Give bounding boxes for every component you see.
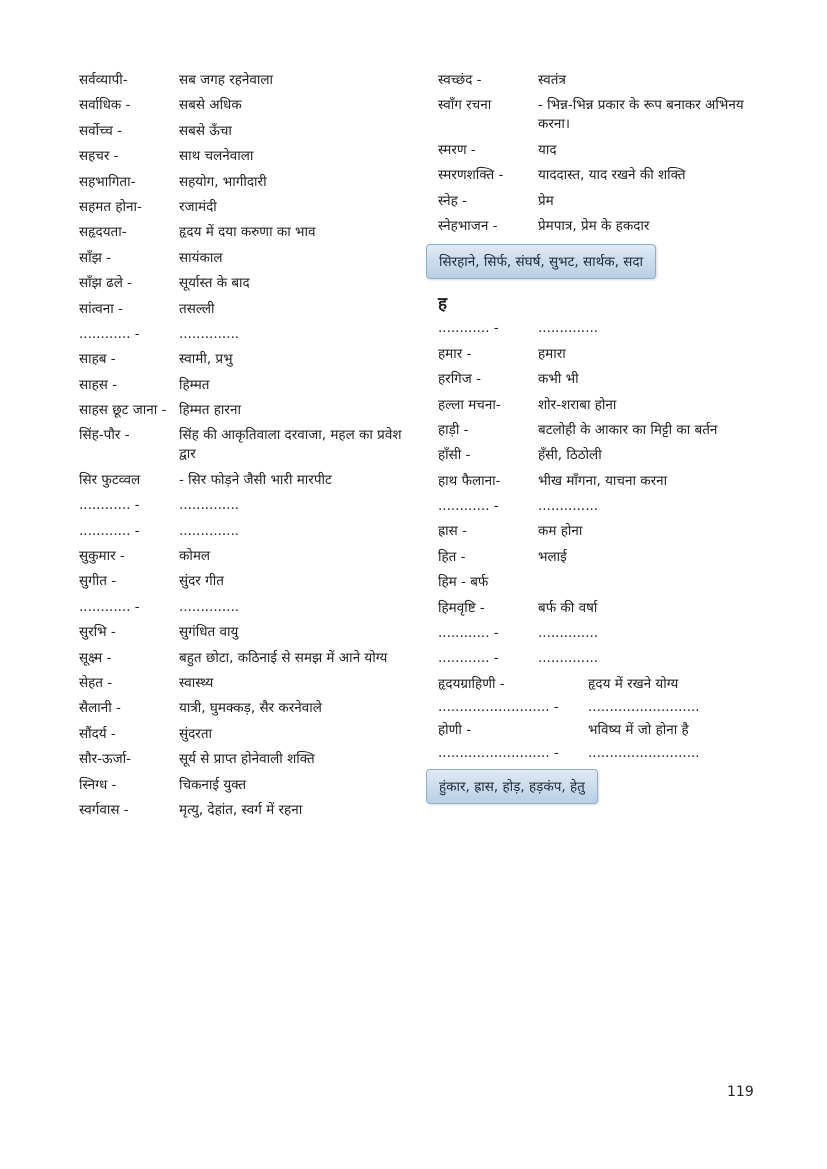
entry-term: सूक्ष्म - — [79, 649, 112, 666]
entry-meaning: भलाई — [538, 548, 567, 565]
words-box-ha: हुंकार, ह्रास, होड़, हड़कंप, हेतु — [426, 769, 598, 804]
entry-meaning: सबसे ऊँचा — [179, 122, 232, 139]
entry-meaning: रजामंदी — [179, 198, 217, 215]
glossary-entry — [79, 572, 409, 591]
glossary-entry — [79, 471, 409, 490]
entry-meaning: .............. — [538, 625, 599, 642]
entry-meaning: शोर-शराबा होना — [538, 396, 617, 413]
entry-term: हिम - बर्फ — [438, 574, 489, 591]
left-glossary-list — [79, 71, 409, 820]
glossary-entry — [79, 598, 409, 617]
entry-meaning: बटलोही के आकार का मिट्टी का बर्तन — [538, 421, 718, 438]
entry-term: ............ - — [79, 497, 140, 514]
entry-meaning: स्वतंत्र — [538, 72, 566, 88]
entry-term: सैलानी - — [79, 700, 121, 717]
entry-term: सहभागिता- — [79, 173, 136, 190]
entry-meaning: सब जगह रहनेवाला — [179, 72, 274, 88]
glossary-entry — [79, 547, 409, 566]
entry-meaning: .............. — [179, 325, 240, 342]
right-top-glossary-list — [438, 71, 748, 236]
entry-meaning: सबसे अधिक — [179, 97, 242, 114]
entry-term: स्वर्गवास - — [79, 801, 129, 818]
entry-term: सौंदर्य - — [79, 725, 116, 742]
entry-meaning: साथ चलनेवाला — [179, 148, 254, 165]
entry-term: ............ - — [79, 325, 140, 342]
entry-meaning: तसल्ली — [179, 300, 215, 317]
entry-meaning: भविष्य में जो होना है — [588, 721, 689, 738]
entry-meaning: याददास्त, याद रखने की शक्ति — [538, 167, 686, 184]
entry-term: सहमत होना- — [79, 198, 142, 215]
entry-term: हृदयग्राहिणी - — [438, 675, 505, 692]
entry-meaning: सूर्य से प्राप्त होनेवाली शक्ति — [179, 751, 315, 768]
entry-term: सिंह-पौर - — [79, 427, 130, 444]
glossary-entry — [79, 699, 409, 718]
entry-meaning: सिंह की आकृतिवाला दरवाजा, महल का प्रवेश द्वार — [179, 427, 402, 463]
glossary-entry — [438, 217, 748, 236]
glossary-entry — [438, 698, 748, 717]
right-column — [438, 71, 748, 818]
entry-meaning: चिकनाई युक्त — [179, 776, 247, 793]
glossary-entry — [79, 750, 409, 769]
glossary-entry — [438, 472, 748, 491]
entry-meaning: .............. — [538, 650, 599, 667]
entry-meaning: कभी भी — [538, 371, 579, 388]
glossary-entry — [438, 141, 748, 160]
entry-term: ............ - — [438, 650, 499, 667]
entry-meaning: हँसी, ठिठोली — [538, 447, 602, 464]
entry-term: सांत्वना - — [79, 300, 123, 317]
entry-term: .......................... - — [438, 744, 559, 761]
entry-term: ............ - — [438, 625, 499, 642]
glossary-entry — [438, 522, 748, 541]
entry-meaning: मृत्यु, देहांत, स्वर्ग में रहना — [179, 801, 303, 818]
glossary-entry — [79, 401, 409, 420]
glossary-entry — [79, 325, 409, 344]
entry-meaning: कम होना — [538, 523, 583, 540]
glossary-entry — [438, 573, 748, 592]
entry-term: ............ - — [79, 522, 140, 539]
entry-meaning: स्वास्थ्य — [179, 674, 214, 691]
entry-term: हाथ फैलाना- — [438, 472, 501, 489]
entry-term: स्निग्ध - — [79, 776, 117, 793]
entry-term: हित - — [438, 548, 466, 565]
glossary-entry — [79, 801, 409, 820]
entry-meaning: हृदय में दया करुणा का भाव — [179, 224, 316, 241]
entry-term: स्नेह - — [438, 192, 467, 209]
glossary-entry — [438, 675, 748, 694]
glossary-entry — [79, 71, 409, 90]
glossary-entry — [438, 497, 748, 516]
glossary-entry — [438, 396, 748, 415]
entry-term: ............ - — [438, 320, 499, 337]
entry-meaning: हिम्मत हारना — [179, 402, 241, 419]
entry-term: साहब - — [79, 351, 116, 368]
glossary-entry — [438, 166, 748, 185]
glossary-entry — [438, 319, 748, 338]
entry-term: हमार - — [438, 345, 472, 362]
words-box-sa: सिरहाने, सिर्फ, संघर्ष, सुभट, सार्थक, सदा — [426, 244, 656, 279]
glossary-entry — [438, 744, 748, 763]
glossary-entry — [79, 173, 409, 192]
glossary-entry — [79, 96, 409, 115]
entry-term: स्वाँग रचना — [438, 97, 492, 114]
glossary-entry — [438, 649, 748, 668]
entry-meaning: बहुत छोटा, कठिनाई से समझ में आने योग्य — [179, 649, 388, 666]
entry-term: ............ - — [79, 598, 140, 615]
ha-glossary-list — [438, 319, 748, 668]
entry-meaning: .............. — [179, 598, 240, 615]
entry-term: सुरभि - — [79, 624, 116, 641]
entry-term: सर्वव्यापी- — [79, 72, 128, 88]
entry-term: ह्रास - — [438, 523, 467, 540]
entry-meaning: कोमल — [179, 548, 211, 565]
glossary-entry — [79, 674, 409, 693]
glossary-entry — [438, 421, 748, 440]
entry-meaning — [538, 573, 748, 592]
entry-term: हरगिज - — [438, 371, 481, 388]
entry-meaning: हिम्मत — [179, 376, 210, 393]
section-heading-ha: ह — [438, 294, 448, 315]
entry-term: सौर-ऊर्जा- — [79, 751, 131, 768]
glossary-entry — [438, 370, 748, 389]
entry-term: सर्वाधिक - — [79, 97, 131, 114]
glossary-entry — [79, 249, 409, 268]
glossary-entry — [79, 725, 409, 744]
entry-meaning: - भिन्न-भिन्न प्रकार के रूप बनाकर अभिनय करना। — [538, 97, 744, 133]
entry-term: सुगीत - — [79, 573, 117, 590]
entry-meaning: - सिर फोड़ने जैसी भारी मारपीट — [179, 471, 332, 488]
left-column — [79, 71, 409, 826]
glossary-entry — [79, 522, 409, 541]
entry-meaning: हमारा — [538, 345, 566, 362]
entry-term: सेहत - — [79, 674, 113, 691]
glossary-entry — [79, 198, 409, 217]
entry-meaning: .......................... — [588, 744, 700, 761]
entry-term: साहस छूट जाना - — [79, 402, 167, 419]
entry-meaning: सायंकाल — [179, 249, 223, 266]
entry-meaning: .............. — [179, 522, 240, 539]
entry-meaning: .............. — [538, 498, 599, 515]
entry-meaning: सहयोग, भागीदारी — [179, 173, 267, 190]
entry-term: सिर फुटव्वल — [79, 471, 141, 488]
glossary-entry — [438, 624, 748, 643]
entry-term: साँझ ढले - — [79, 275, 133, 292]
glossary-entry — [79, 147, 409, 166]
entry-term: होणी - — [438, 721, 472, 738]
entry-meaning: सुंदर गीत — [179, 573, 224, 590]
entry-meaning: प्रेमपात्र, प्रेम के हकदार — [538, 217, 650, 234]
entry-term: ............ - — [438, 498, 499, 515]
entry-term: सर्वोच्च - — [79, 122, 122, 139]
glossary-entry — [438, 96, 748, 134]
glossary-entry — [438, 345, 748, 364]
glossary-entry — [79, 776, 409, 795]
entry-term: हाँसी - — [438, 447, 471, 464]
glossary-entry — [79, 300, 409, 319]
entry-meaning: भीख माँगना, याचना करना — [538, 472, 668, 489]
entry-term: सुकुमार - — [79, 548, 125, 565]
entry-term: हिमवृष्टि - — [438, 599, 485, 616]
entry-term: हल्ला मचना- — [438, 396, 501, 413]
entry-term: स्वच्छंद - — [438, 72, 482, 88]
entry-term: हाड़ी - — [438, 421, 469, 438]
glossary-entry — [79, 274, 409, 293]
glossary-entry — [438, 721, 748, 740]
entry-term: .......................... - — [438, 698, 559, 715]
glossary-entry — [79, 649, 409, 668]
entry-meaning: सुगंधित वायु — [179, 624, 239, 641]
glossary-entry — [79, 376, 409, 395]
glossary-entry — [79, 496, 409, 515]
ha-wide-glossary-list — [438, 675, 748, 763]
entry-meaning: प्रेम — [538, 192, 554, 209]
glossary-entry — [79, 122, 409, 141]
entry-meaning: यात्री, घुमक्कड़, सैर करनेवाले — [179, 700, 322, 717]
entry-meaning: हृदय में रखने योग्य — [588, 675, 679, 692]
entry-meaning: याद — [538, 141, 557, 158]
entry-meaning: बर्फ की वर्षा — [538, 599, 598, 616]
glossary-entry — [438, 192, 748, 211]
glossary-entry — [79, 350, 409, 369]
entry-term: सहचर - — [79, 148, 119, 165]
glossary-entry — [79, 223, 409, 242]
glossary-entry — [79, 426, 409, 464]
glossary-entry — [79, 623, 409, 642]
page-number: 119 — [727, 1084, 754, 1100]
entry-term: स्नेहभाजन - — [438, 217, 498, 234]
glossary-entry — [438, 446, 748, 465]
entry-term: सहृदयता- — [79, 224, 127, 241]
entry-term: साहस - — [79, 376, 118, 393]
entry-meaning: सुंदरता — [179, 725, 213, 742]
entry-meaning: .......................... — [588, 698, 700, 715]
entry-term: साँझ - — [79, 249, 111, 266]
glossary-entry — [438, 548, 748, 567]
entry-term: स्मरणशक्ति - — [438, 167, 504, 184]
entry-meaning: .............. — [179, 497, 240, 514]
glossary-entry — [438, 71, 748, 90]
entry-meaning: सूर्यास्त के बाद — [179, 275, 250, 292]
entry-meaning: स्वामी, प्रभु — [179, 351, 233, 368]
entry-term: स्मरण - — [438, 141, 476, 158]
entry-meaning: .............. — [538, 320, 599, 337]
glossary-entry — [438, 599, 748, 618]
